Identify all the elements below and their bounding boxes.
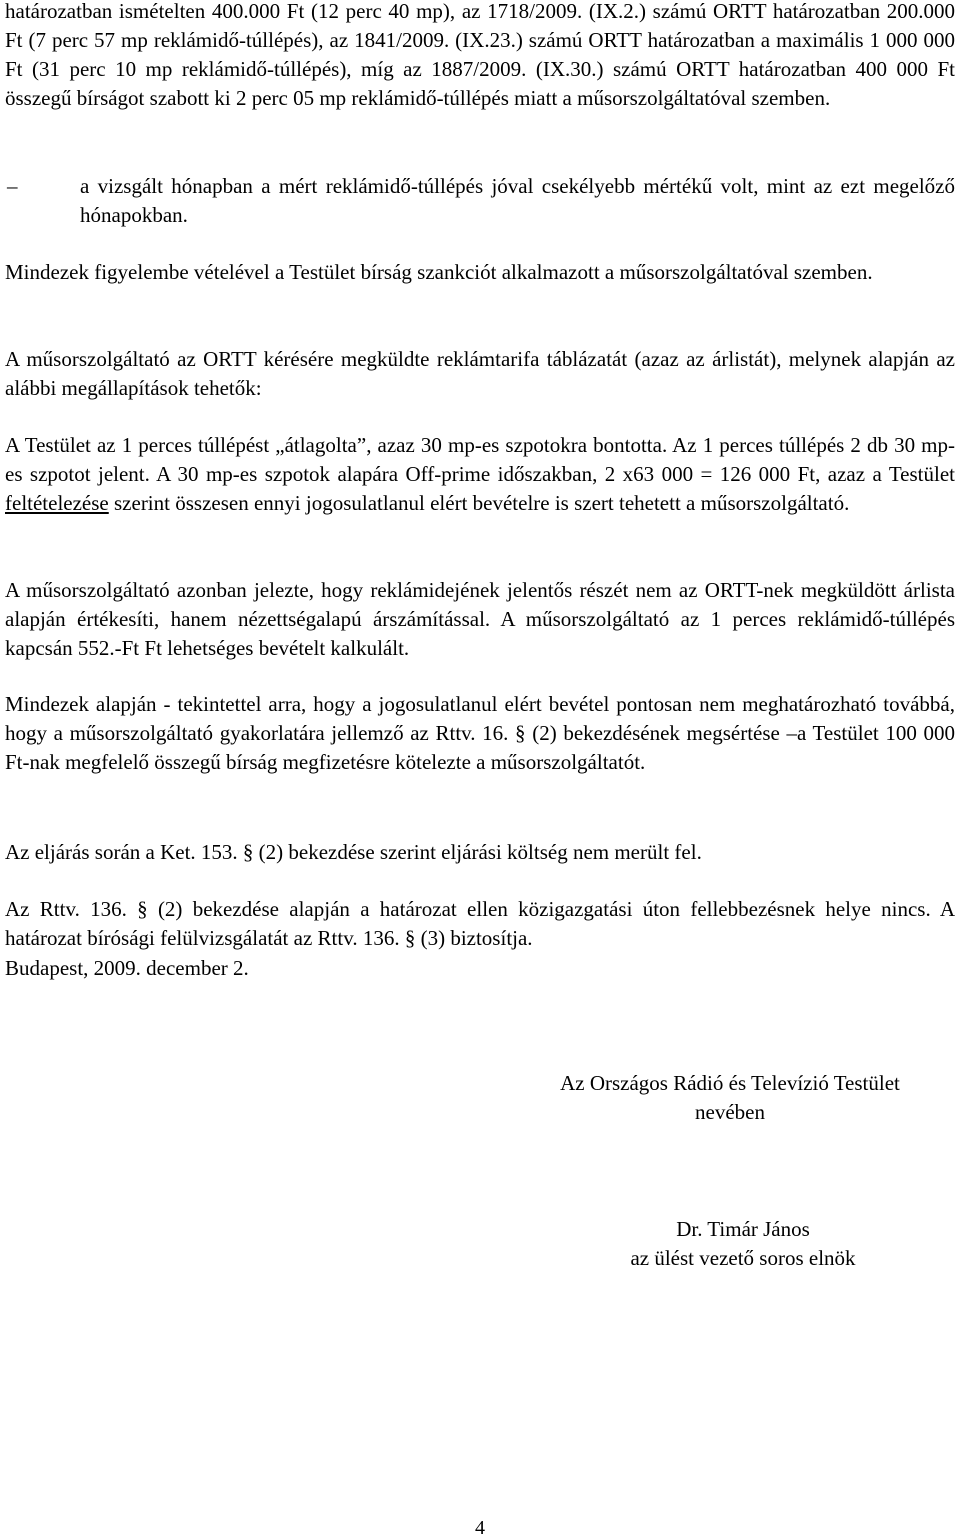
bullet-text: a vizsgált hónapban a mért reklámidő-túllépés jóval csekélyebb mértékű volt, mint az ezt megelőző hónapokban. (80, 174, 955, 227)
paragraph-sanction: Mindezek figyelembe vételével a Testület bírság szankciót alkalmazott a műsorszolgáltatóval szemben. (5, 260, 873, 284)
signature-org-line-2: nevében (695, 1100, 765, 1124)
bullet-item (7, 172, 955, 230)
paragraph-averaging-text-1: A Testület az 1 perces túllépést „átlagolta”, azaz 30 mp-es szpotokra bontotta. Az 1 perces túllépés 2 db 30 mp-es szpotot jelent. A 30 mp-es szpotok alapára Off-prime időszakban, 2 x63 000 = 126 000 Ft, azaz a Testület (5, 433, 955, 486)
underlined-assumption: feltételezése (5, 491, 109, 515)
paragraph-averaging-text-2: szerint összesen ennyi jogosulatlanul elért bevételre is szert tehetett a műsorszolgáltató. (108, 491, 850, 515)
continuation-paragraph: határozatban ismételten 400.000 Ft (12 perc 40 mp), az 1718/2009. (IX.2.) számú ORTT határozatban 200.000 Ft (7 perc 57 mp reklámidő-túllépés), az 1841/2009. (IX.23.) számú ORTT határozatban a maximális 1 000 000 Ft (31 perc 10 mp reklámidő-túllépés), míg az 1887/2009. (IX.30.) számú ORTT határozatban 400 000 Ft összegű bírságot szabott ki 2 perc 05 mp reklámidő-túllépés miatt a műsorszolgáltatóval szemben. (5, 0, 955, 110)
signature-organization (510, 1069, 950, 1127)
signatory-role: az ülést vezető soros elnök (630, 1246, 856, 1270)
signatory-name: Dr. Timár János (676, 1217, 810, 1241)
bullet-dash: – (7, 174, 18, 198)
paragraph-viewership-pricing: A műsorszolgáltató azonban jelezte, hogy reklámidejének jelentős részét nem az ORTT-nek megküldött árlista alapján értékesíti, hanem nézettségalapú árszámítással. A műsorszolgáltató az 1 perces reklámidő-túllépés kapcsán 552.-Ft Ft lehetséges bevételt kalkulált. (5, 578, 955, 660)
place-and-date: Budapest, 2009. december 2. (5, 956, 249, 980)
paragraph-price-list: A műsorszolgáltató az ORTT kérésére megküldte reklámtarifa táblázatát (azaz az árlistát), melynek alapján az alábbi megállapítások tehetők: (5, 347, 955, 400)
signature-org-line-1: Az Országos Rádió és Televízió Testület (560, 1071, 900, 1095)
paragraph-costs: Az eljárás során a Ket. 153. § (2) bekezdése szerint eljárási költség nem merült fel. (5, 840, 702, 864)
paragraph-fine-decision: Mindezek alapján - tekintettel arra, hogy a jogosulatlanul elért bevétel pontosan nem meghatározható továbbá, hogy a műsorszolgáltató gyakorlatára jellemző az Rttv. 16. § (2) bekezdésének megsértése –a Testület 100 000 Ft-nak megfelelő összegű bírság megfizetésre kötelezte a műsorszolgáltatót. (5, 692, 955, 774)
page-number: 4 (475, 1517, 485, 1539)
paragraph-appeal: Az Rttv. 136. § (2) bekezdése alapján a határozat ellen közigazgatási úton fellebbezésnek helye nincs. A határozat bírósági felülvizsgálatát az Rttv. 136. § (3) biztosítja. (5, 897, 955, 950)
paragraph-averaging (5, 431, 955, 518)
signature-signatory (523, 1215, 960, 1273)
